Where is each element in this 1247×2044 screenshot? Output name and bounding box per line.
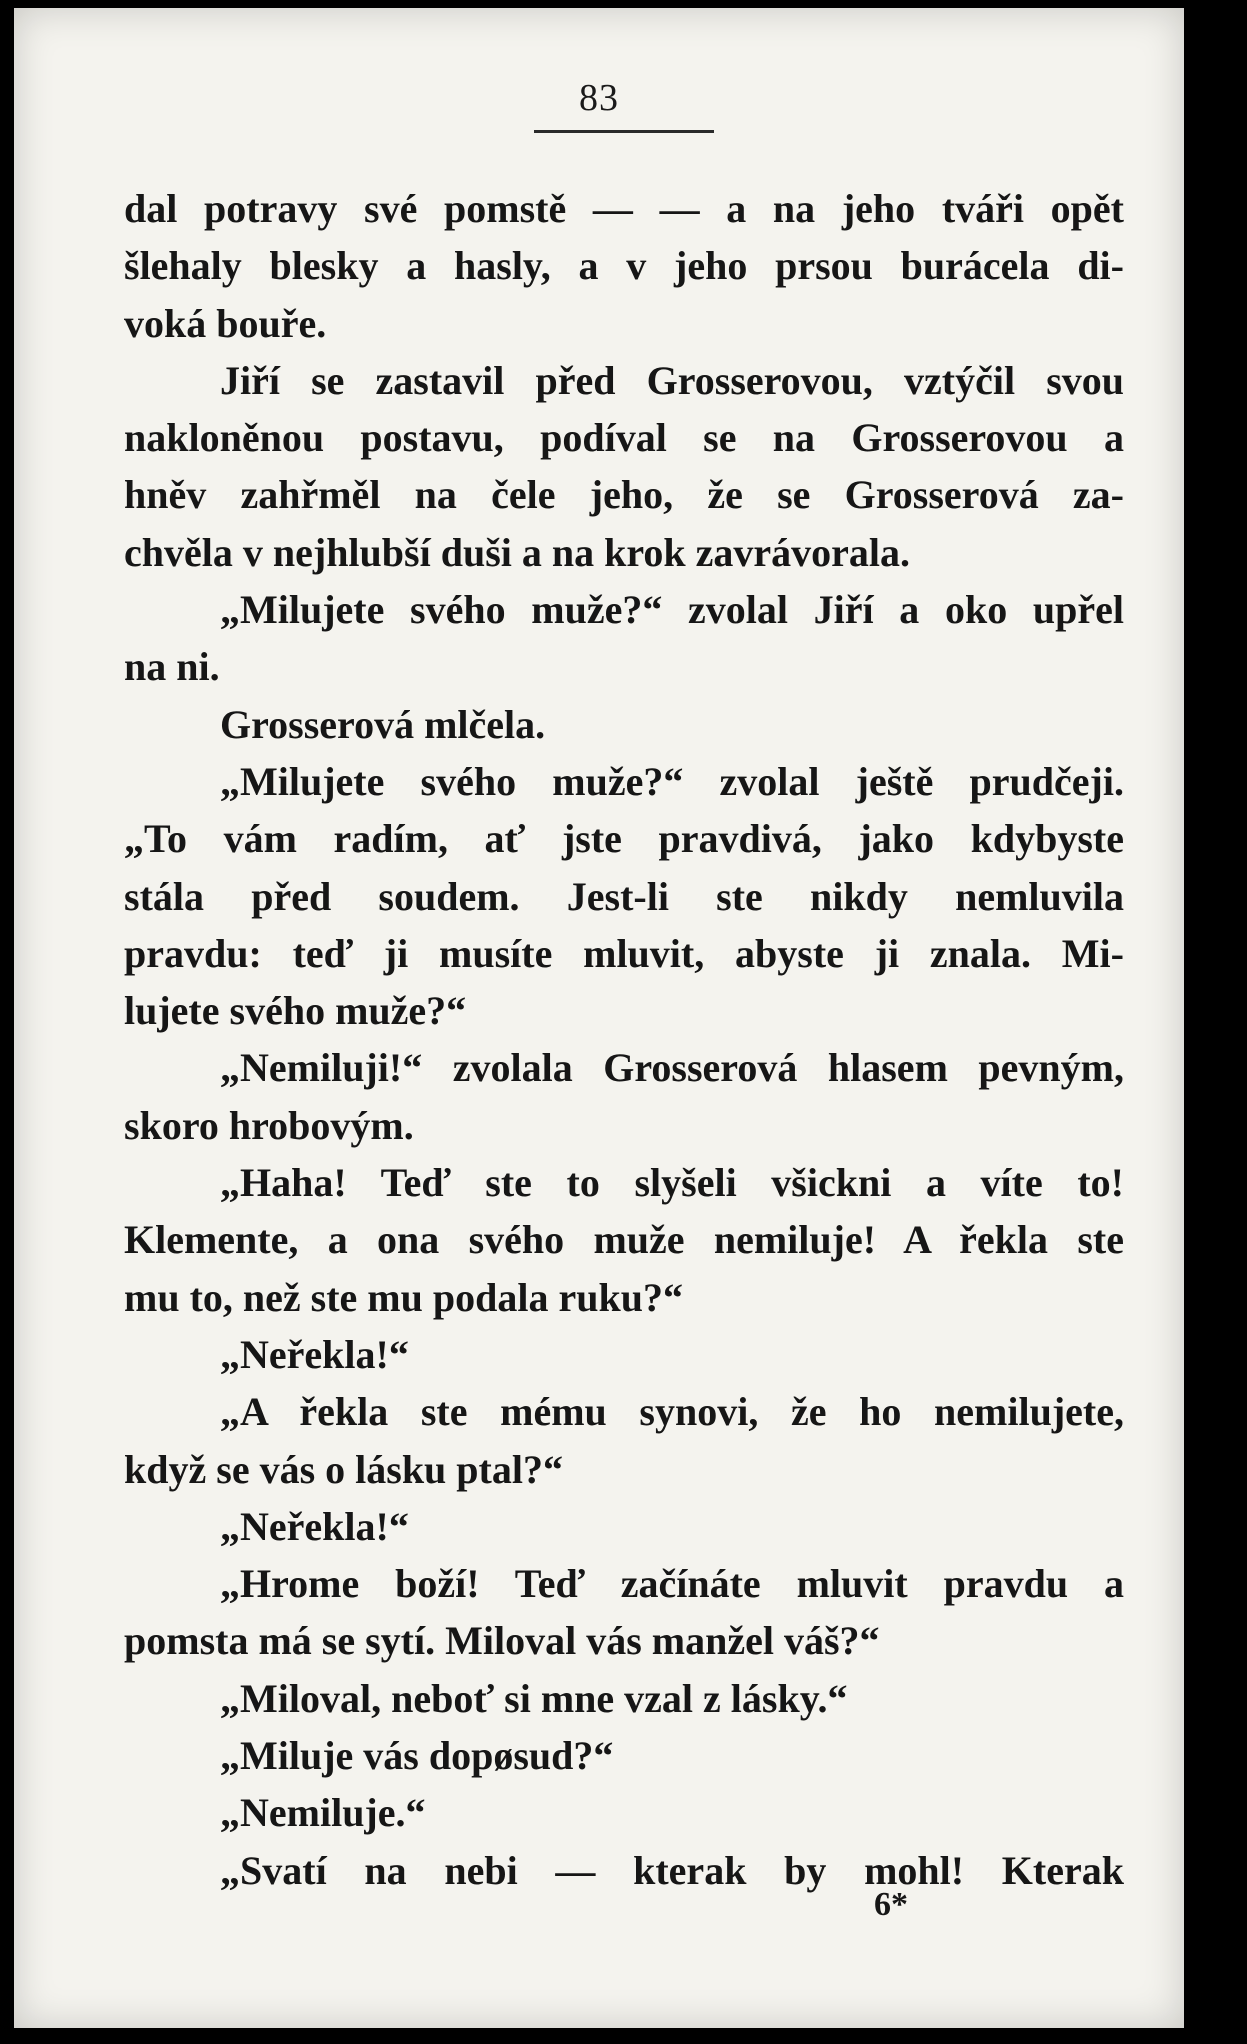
- text-line: „Neřekla!“: [220, 1331, 409, 1377]
- text-line: „Miluje vás dopøsud?“: [220, 1733, 614, 1779]
- text-line: „Haha! Teď ste to slyšeli všickni a víte to!: [220, 1160, 1124, 1206]
- text-line: „Milujete svého muže?“ zvolal Jiří a oko upřel: [220, 587, 1124, 633]
- text-line: „Nemiluje.“: [220, 1790, 426, 1836]
- text-line: chvěla v nejhlubší duši a na krok zavrávorala.: [124, 529, 911, 575]
- text-line: Grosserová mlčela.: [220, 701, 546, 747]
- header-rule: [534, 130, 714, 133]
- text-line: na ni.: [124, 644, 220, 690]
- text-line: „Svatí na nebi — kterak by mohl! Kterak: [220, 1847, 1124, 1893]
- body-text: [124, 180, 1124, 1899]
- text-line: skoro hrobovým.: [124, 1102, 414, 1148]
- page-number: 83: [579, 77, 619, 119]
- text-line: mu to, než ste mu podala ruku?“: [124, 1274, 683, 1320]
- text-line: „Neřekla!“: [220, 1503, 409, 1549]
- signature-mark: 6*: [874, 1886, 908, 1923]
- text-line: dal potravy své pomstě — — a na jeho tváři opět: [124, 186, 1124, 231]
- text-line: nakloněnou postavu, podíval se na Grosserovou a: [124, 415, 1124, 461]
- text-line: hněv zahřměl na čele jeho, že se Grosserová za-: [124, 472, 1124, 518]
- text-line: „A řekla ste mému synovi, že ho nemilujete,: [220, 1389, 1124, 1435]
- text-line: šlehaly blesky a hasly, a v jeho prsou burácela di-: [124, 243, 1124, 289]
- text-line: „Miloval, neboť si mne vzal z lásky.“: [220, 1675, 848, 1721]
- text-line: lujete svého muže?“: [124, 988, 467, 1034]
- text-line: Klemente, a ona svého muže nemiluje! A řekla ste: [124, 1217, 1124, 1263]
- book-page: [14, 8, 1184, 2028]
- text-line: „Milujete svého muže?“ zvolal ještě prudčeji.: [220, 758, 1124, 804]
- text-line: pravdu: teď ji musíte mluvit, abyste ji znala. Mi-: [124, 930, 1124, 976]
- text-line: když se vás o lásku ptal?“: [124, 1446, 563, 1492]
- text-line: pomsta má se sytí. Miloval vás manžel váš?“: [124, 1618, 880, 1664]
- text-line: „Nemiluji!“ zvolala Grosserová hlasem pevným,: [220, 1045, 1124, 1091]
- text-line: stála před soudem. Jest-li ste nikdy nemluvila: [124, 873, 1124, 919]
- text-line: Jiří se zastavil před Grosserovou, vztýčil svou: [220, 357, 1124, 403]
- text-line: „Hrome boží! Teď začínáte mluvit pravdu a: [220, 1561, 1124, 1607]
- text-line: voká bouře.: [124, 300, 327, 346]
- text-line: „To vám radím, ať jste pravdivá, jako kdybyste: [124, 816, 1124, 862]
